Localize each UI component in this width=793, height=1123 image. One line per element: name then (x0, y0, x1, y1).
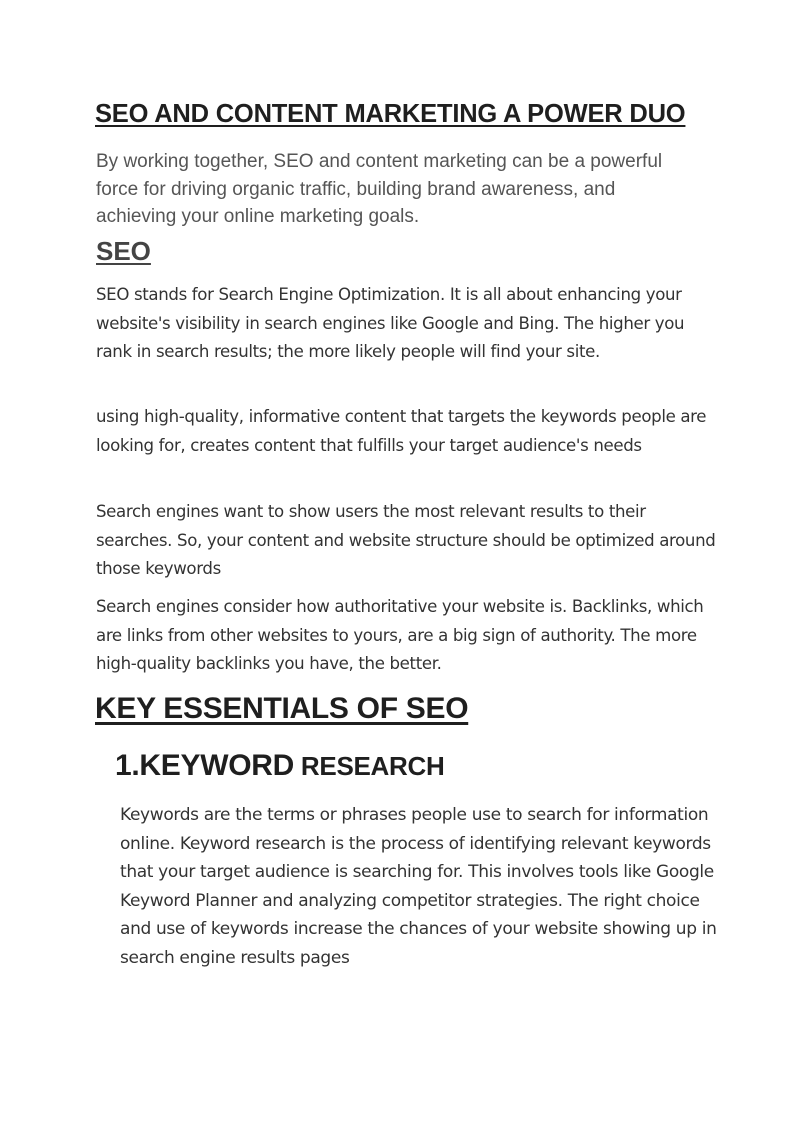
keyword-research-subtitle: RESEARCH (294, 751, 445, 781)
seo-heading: SEO (96, 236, 151, 266)
keyword-research-heading (115, 749, 444, 783)
seo-paragraph-1: SEO stands for Search Engine Optimization. It is all about enhancing your website's visibility in search engines like Google and Bing. The higher you rank in search results; the more likely people will find your site. (96, 285, 685, 362)
keyword-research-number-title: 1.KEYWORD (115, 749, 294, 782)
seo-paragraph-4: Search engines consider how authoritative your website is. Backlinks, which are links from other websites to yours, are a big sign of authority. The more high-quality backlinks you have, the better. (96, 597, 704, 674)
page-title: SEO AND CONTENT MARKETING A POWER DUO (95, 100, 686, 128)
seo-paragraph-3: Search engines want to show users the most relevant results to their searches. So, your content and website structure should be optimized around those keywords (96, 502, 716, 579)
keyword-research-paragraph: Keywords are the terms or phrases people use to search for information online. Keyword research is the process of identifying relevant keywords that your target audience is searching for. This involves tools like Google Keyword Planner and analyzing competitor strategies. The right choice and use of keywords increase the chances of your website showing up in search engine results pages (120, 805, 717, 968)
intro-paragraph: By working together, SEO and content marketing can be a powerful force for driving organic traffic, building brand awareness, and achieving your online marketing goals. (96, 151, 663, 227)
seo-paragraph-2: using high-quality, informative content that targets the keywords people are looking for, creates content that fulfills your target audience's needs (96, 407, 707, 455)
key-essentials-heading: KEY ESSENTIALS OF SEO (95, 692, 469, 725)
